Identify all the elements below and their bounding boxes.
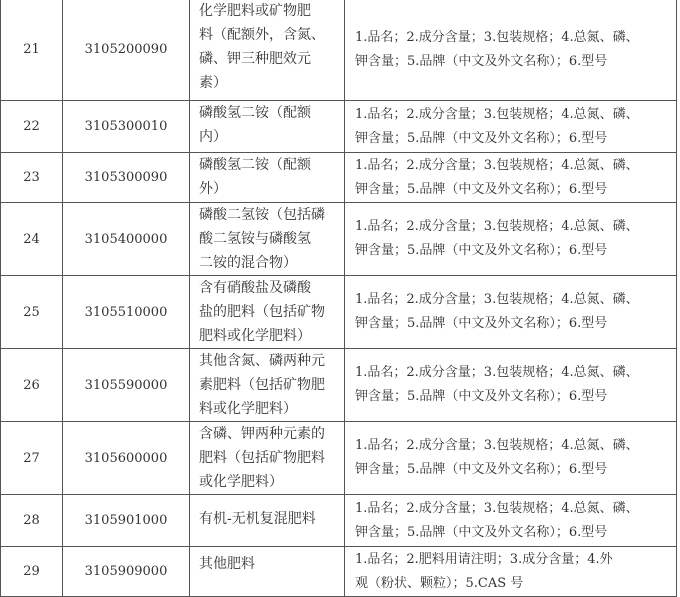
commodity-name-line: 盐的肥料（包括矿物 [199, 304, 325, 320]
requirement-line: 1.品名；2.成分含量；3.包装规格；4.总氮、磷、 [355, 500, 639, 516]
commodity-name-line: 酸二氢铵与磷酸氢 [199, 231, 311, 247]
row-index: 25 [1, 276, 63, 349]
requirement-line: 钾含量；5.品牌（中文及外文名称）；6.型号 [355, 389, 608, 404]
commodity-name-line: 磷酸氢二铵（配额 [199, 105, 311, 121]
row-index: 29 [1, 547, 63, 597]
commodity-name-line: 磷酸氢二铵（配额 [199, 157, 311, 173]
declaration-requirements [345, 153, 677, 203]
requirement-line: 1.品名；2.成分含量；3.包装规格；4.总氮、磷、 [355, 29, 639, 45]
commodity-name-line: 素） [199, 75, 227, 91]
commodity-name-line: 料（配额外，含氮、 [199, 27, 325, 43]
requirement-line: 钾含量；5.品牌（中文及外文名称）；6.型号 [355, 181, 608, 197]
commodity-name-line: 含磷、钾两种元素的 [199, 426, 325, 442]
row-index: 22 [1, 101, 63, 153]
commodity-name [190, 495, 345, 547]
commodity-name-line: 肥料（包括矿物肥料 [199, 450, 325, 466]
table-row [1, 203, 677, 276]
declaration-requirements [345, 0, 677, 101]
requirement-line: 钾含量；5.品牌（中文及外文名称）；6.型号 [355, 130, 608, 146]
tariff-code: 3105300010 [63, 101, 190, 153]
requirement-line: 1.品名；2.成分含量；3.包装规格；4.总氮、磷、 [355, 157, 639, 173]
tariff-code: 3105909000 [63, 547, 190, 597]
declaration-requirements [345, 276, 677, 349]
table-row [1, 495, 677, 547]
commodity-name-line: 其他肥料 [199, 556, 255, 572]
requirement-line: 1.品名；2.成分含量；3.包装规格；4.总氮、磷、 [355, 106, 639, 122]
commodity-name [190, 153, 345, 203]
requirement-line: 钾含量；5.品牌（中文及外文名称）；6.型号 [355, 462, 608, 477]
tariff-code: 3105510000 [63, 276, 190, 349]
commodity-name [190, 276, 345, 349]
commodity-name [190, 0, 345, 101]
commodity-name-line: 肥料或化学肥料） [199, 328, 311, 344]
tariff-code: 3105400000 [63, 203, 190, 276]
requirement-line: 1.品名；2.成分含量；3.包装规格；4.总氮、磷、 [355, 219, 639, 234]
commodity-name-line: 二铵的混合物） [199, 255, 297, 271]
commodity-name-line: 磷酸二氢铵（包括磷 [199, 207, 325, 223]
tariff-code: 3105901000 [63, 495, 190, 547]
table-row [1, 422, 677, 495]
commodity-name-line: 其他含氮、磷两种元 [199, 353, 325, 369]
table-row [1, 0, 677, 101]
commodity-name [190, 547, 345, 597]
commodity-name-line: 化学肥料或矿物肥 [199, 3, 311, 19]
requirement-line: 1.品名；2.成分含量；3.包装规格；4.总氮、磷、 [355, 292, 639, 307]
row-index: 23 [1, 153, 63, 203]
table-row [1, 101, 677, 153]
commodity-name-line: 外） [199, 181, 227, 197]
declaration-requirements [345, 101, 677, 153]
row-index: 26 [1, 349, 63, 422]
declaration-requirements [345, 349, 677, 422]
requirement-line: 1.品名；2.肥料用请注明；3.成分含量；4.外 [355, 551, 613, 567]
tariff-code: 3105600000 [63, 422, 190, 495]
table-row [1, 276, 677, 349]
commodity-name-line: 含有硝酸盐及磷酸 [199, 280, 311, 296]
row-index: 24 [1, 203, 63, 276]
requirement-line: 1.品名；2.成分含量；3.包装规格；4.总氮、磷、 [355, 438, 639, 453]
commodity-name-line: 料或化学肥料） [199, 401, 297, 417]
declaration-requirements [345, 203, 677, 276]
commodity-name-line: 素肥料（包括矿物肥 [199, 377, 325, 393]
requirement-line: 钾含量；5.品牌（中文及外文名称）；6.型号 [355, 316, 608, 331]
commodity-name-line: 或化学肥料） [199, 474, 283, 490]
table-body [1, 0, 677, 597]
declaration-requirements [345, 547, 677, 597]
commodity-name-line: 内） [199, 129, 227, 145]
commodity-name-line: 磷、钾三种肥效元 [199, 51, 311, 67]
row-index: 28 [1, 495, 63, 547]
declaration-requirements [345, 422, 677, 495]
commodity-name [190, 349, 345, 422]
table-row [1, 349, 677, 422]
requirement-line: 观（粉状、颗粒）；5.CAS 号 [355, 575, 524, 591]
requirement-line: 1.品名；2.成分含量；3.包装规格；4.总氮、磷、 [355, 365, 639, 380]
table-row [1, 153, 677, 203]
tariff-code: 3105200090 [63, 0, 190, 101]
commodity-name [190, 422, 345, 495]
table-row [1, 547, 677, 597]
commodity-name [190, 203, 345, 276]
row-index: 21 [1, 0, 63, 101]
tariff-code: 3105590000 [63, 349, 190, 422]
declaration-requirements [345, 495, 677, 547]
commodity-name [190, 101, 345, 153]
requirement-line: 钾含量；5.品牌（中文及外文名称）；6.型号 [355, 243, 608, 258]
tariff-code: 3105300090 [63, 153, 190, 203]
requirement-line: 钾含量；5.品牌（中文及外文名称）；6.型号 [355, 53, 608, 69]
requirement-line: 钾含量；5.品牌（中文及外文名称）；6.型号 [355, 524, 608, 540]
commodity-name-line: 有机-无机复混肥料 [199, 511, 316, 527]
row-index: 27 [1, 422, 63, 495]
